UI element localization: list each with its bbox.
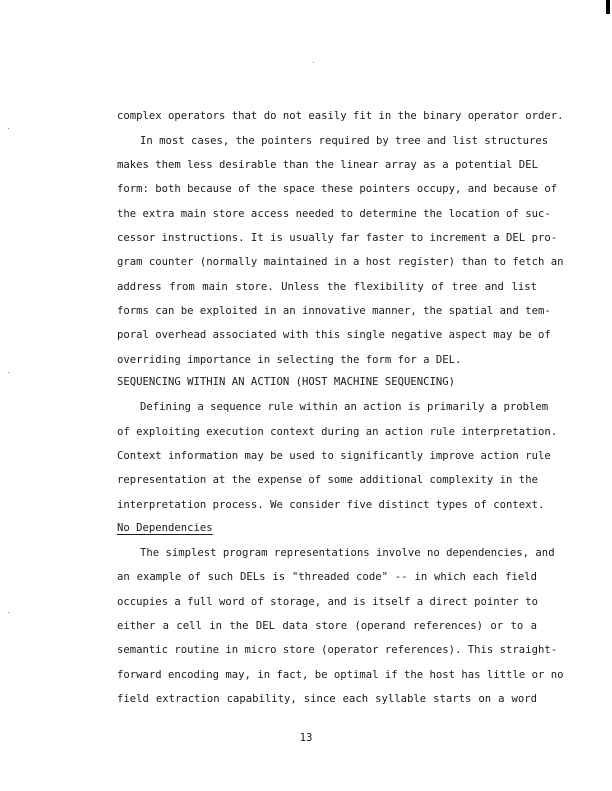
- text-line: Defining a sequence rule within an action is primarily a problem: [140, 401, 549, 413]
- text-line: overriding importance in selecting the form for a DEL.: [117, 354, 462, 366]
- text-line: representation at the expense of some additional complexity in the: [117, 474, 538, 486]
- text-line: forward encoding may, in fact, be optimal if the host has little or no: [117, 669, 564, 681]
- text-line: an example of such DELs is "threaded code" -- in which each field: [117, 571, 537, 583]
- text-line: field extraction capability, since each syllable starts on a word: [117, 693, 537, 705]
- text-line: gram counter (normally maintained in a host register) than to fetch an: [117, 256, 564, 268]
- text-line: of exploiting execution context during an action rule interpretation.: [117, 426, 558, 438]
- text-line: complex operators that do not easily fit in the binary operator order.: [117, 110, 564, 122]
- text-line: interpretation process. We consider five distinct types of context.: [117, 499, 545, 511]
- text-line: the extra main store access needed to determine the location of suc-: [117, 208, 551, 220]
- scan-speck: [8, 612, 9, 613]
- scan-edge-mark: [606, 0, 610, 14]
- scan-speck: [8, 372, 9, 373]
- text-line: cessor instructions. It is usually far faster to increment a DEL pro-: [117, 232, 558, 244]
- scan-speck: [8, 128, 9, 129]
- text-line: Context information may be used to significantly improve action rule: [117, 450, 551, 462]
- text-line: The simplest program representations involve no dependencies, and: [140, 547, 555, 559]
- section-heading: SEQUENCING WITHIN AN ACTION (HOST MACHINE SEQUENCING): [117, 376, 456, 388]
- text-line: forms can be exploited in an innovative manner, the spatial and tem-: [117, 305, 551, 317]
- scan-speck: [313, 62, 314, 63]
- text-line: poral overhead associated with this single negative aspect may be of: [117, 329, 551, 341]
- text-line: occupies a full word of storage, and is itself a direct pointer to: [117, 596, 538, 608]
- text-line: semantic routine in micro store (operator references). This straight-: [117, 644, 558, 656]
- page-number: 13: [299, 732, 313, 744]
- subsection-heading: No Dependencies: [117, 522, 213, 534]
- text-line: makes them less desirable than the linear array as a potential DEL: [117, 159, 538, 171]
- text-line: form: both because of the space these pointers occupy, and because of: [117, 183, 558, 195]
- text-line: In most cases, the pointers required by tree and list structures: [140, 135, 549, 147]
- text-line: address from main store. Unless the flexibility of tree and list: [117, 281, 537, 293]
- text-line: either a cell in the DEL data store (operand references) or to a: [117, 620, 537, 632]
